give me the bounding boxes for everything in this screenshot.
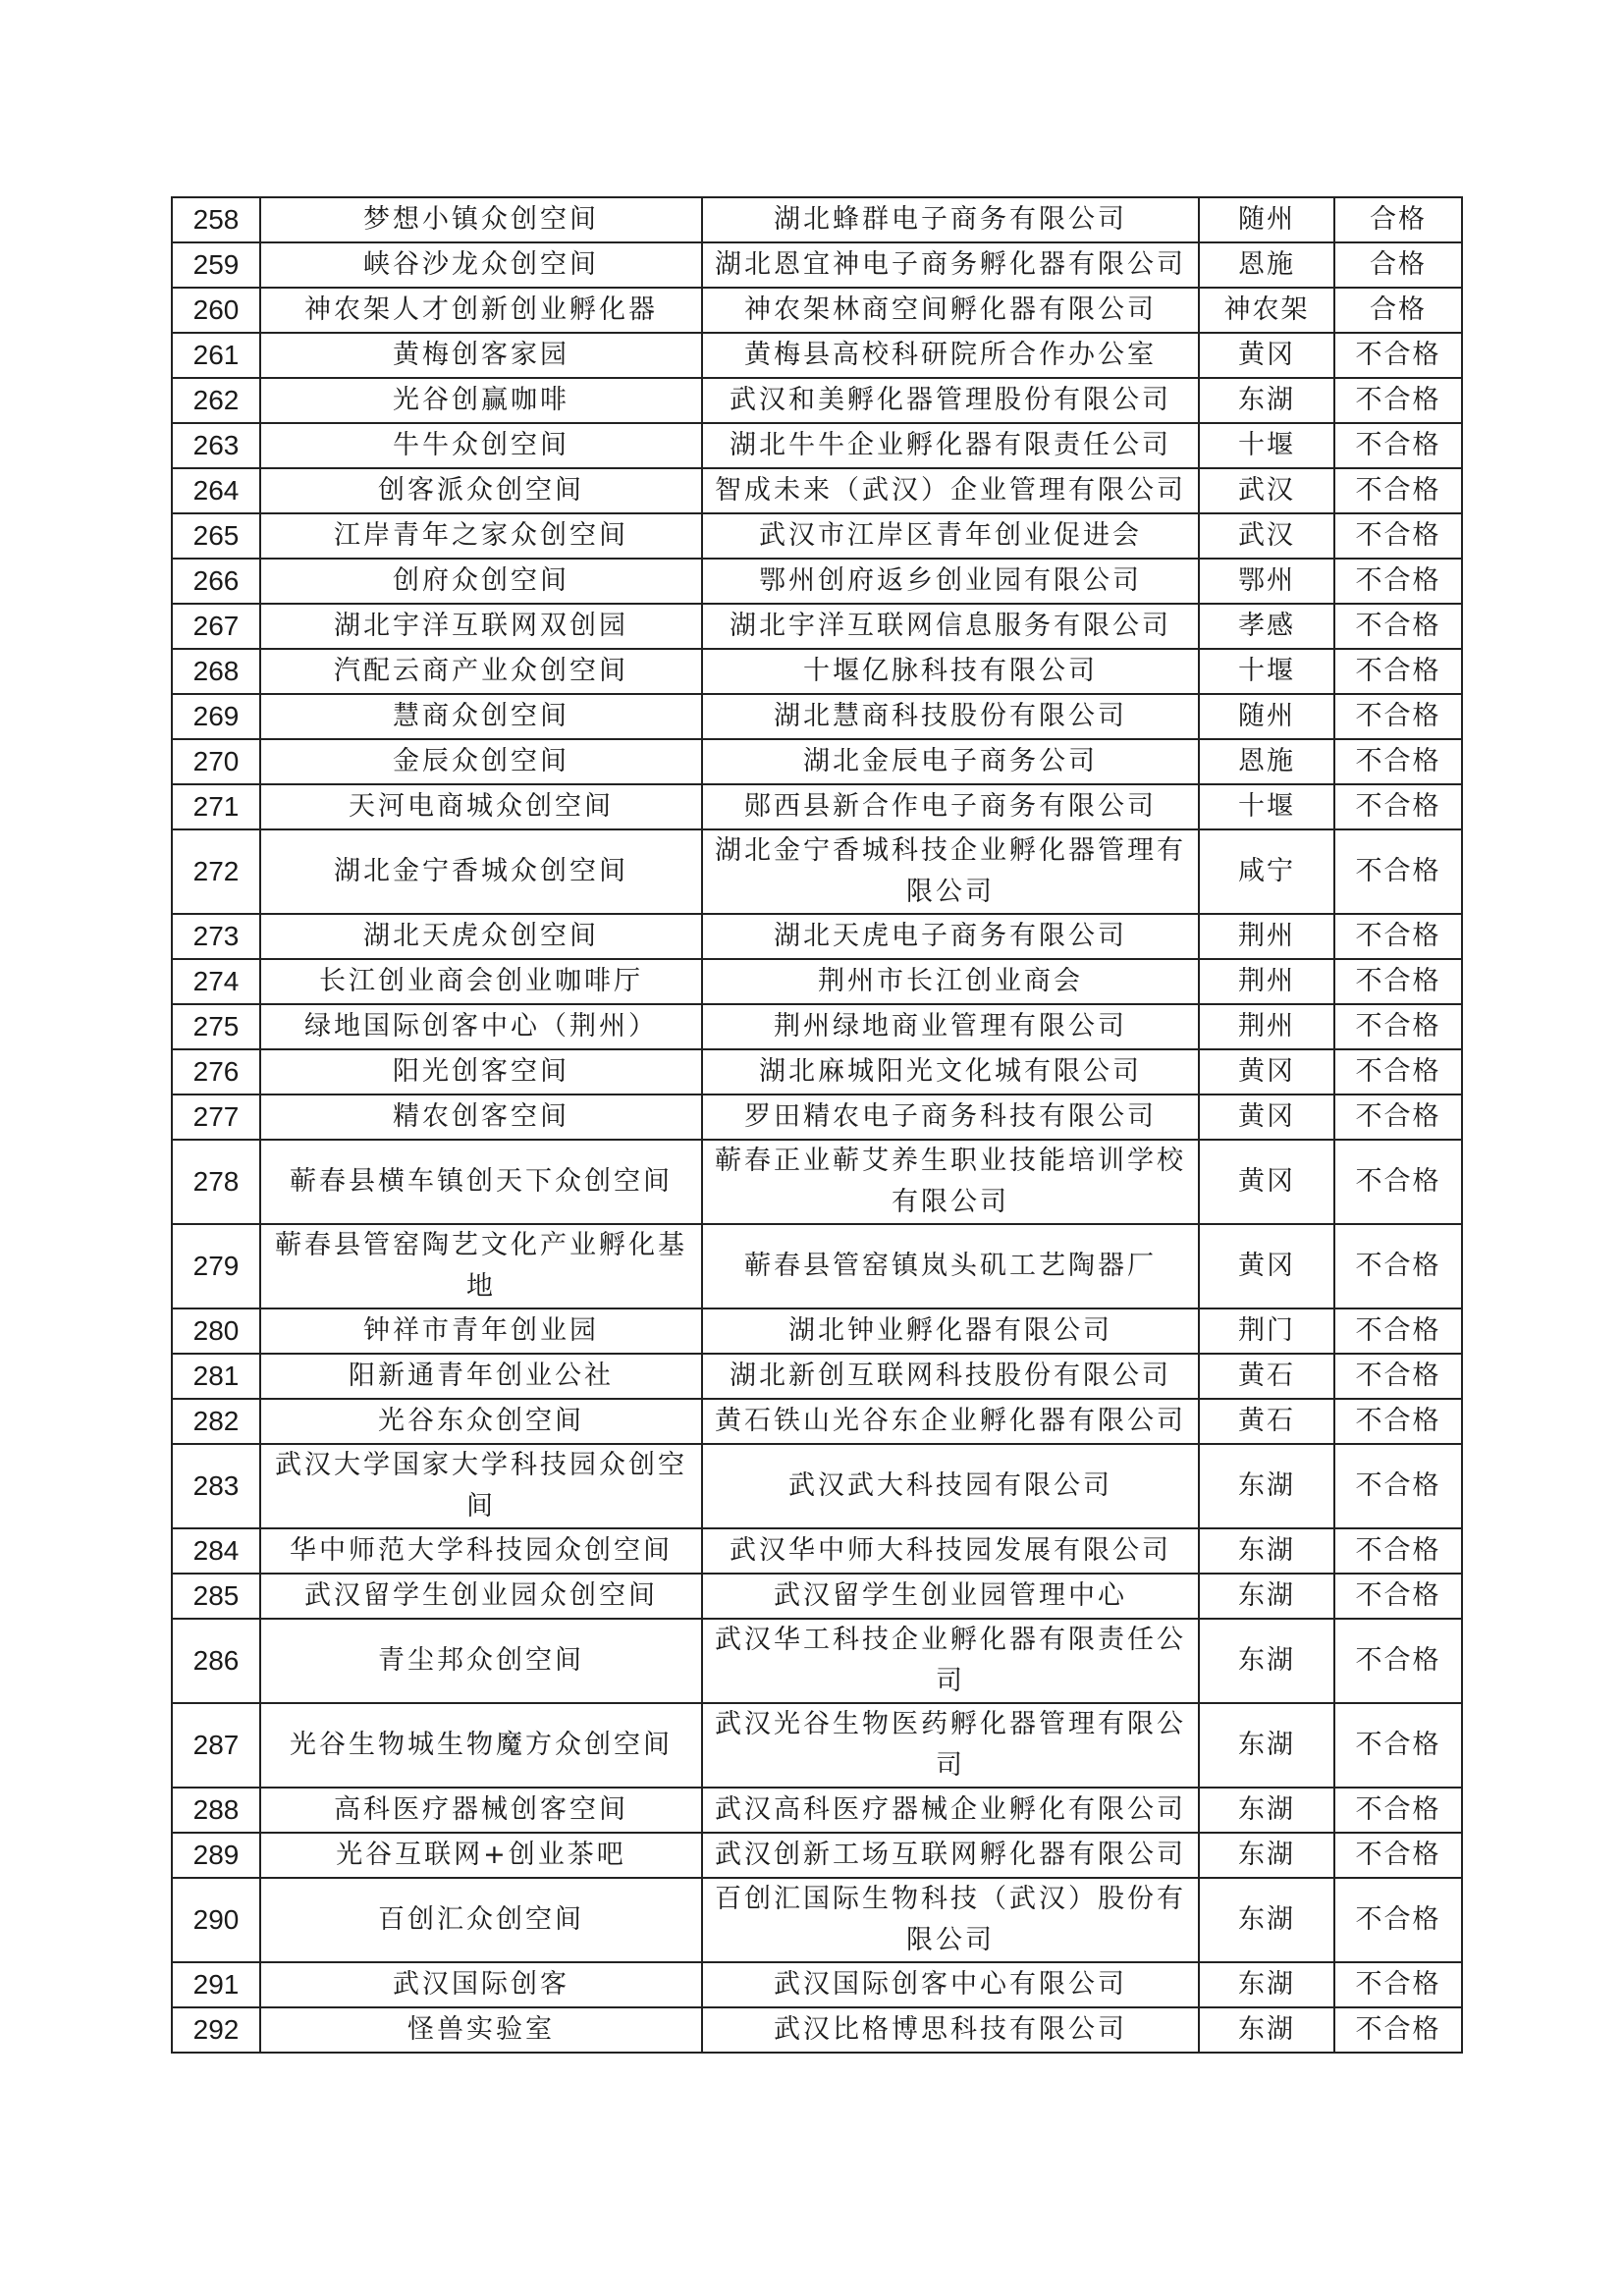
row-number-cell: 274 — [172, 959, 260, 1004]
table-row — [172, 1308, 1462, 1354]
space-name-cell: 钟祥市青年创业园 — [260, 1308, 702, 1354]
result-cell: 不合格 — [1334, 1962, 1462, 2007]
row-number-cell: 289 — [172, 1833, 260, 1878]
row-number-cell: 291 — [172, 1962, 260, 2007]
operator-cell: 武汉武大科技园有限公司 — [702, 1444, 1199, 1528]
result-cell: 不合格 — [1334, 1833, 1462, 1878]
result-cell: 不合格 — [1334, 1354, 1462, 1399]
table-row — [172, 513, 1462, 559]
region-cell: 随州 — [1199, 694, 1334, 739]
operator-cell: 武汉市江岸区青年创业促进会 — [702, 513, 1199, 559]
region-cell: 十堰 — [1199, 649, 1334, 694]
table-row — [172, 333, 1462, 378]
space-name-cell: 绿地国际创客中心（荆州） — [260, 1004, 702, 1049]
result-cell: 合格 — [1334, 242, 1462, 288]
operator-cell: 武汉比格博思科技有限公司 — [702, 2007, 1199, 2053]
table-row — [172, 1619, 1462, 1703]
table-row — [172, 1962, 1462, 2007]
space-name-cell-line-1: 武汉大学国家大学科技园众创空 — [275, 1450, 687, 1480]
row-number-cell: 287 — [172, 1703, 260, 1788]
region-cell: 黄冈 — [1199, 1140, 1334, 1224]
result-cell: 不合格 — [1334, 1224, 1462, 1308]
operator-cell: 黄石铁山光谷东企业孵化器有限公司 — [702, 1399, 1199, 1444]
operator-cell: 荆州市长江创业商会 — [702, 959, 1199, 1004]
table-row — [172, 1140, 1462, 1224]
row-number-cell: 278 — [172, 1140, 260, 1224]
row-number-cell: 269 — [172, 694, 260, 739]
region-cell: 东湖 — [1199, 1619, 1334, 1703]
region-cell: 黄石 — [1199, 1354, 1334, 1399]
operator-cell — [702, 1878, 1199, 1962]
table-row — [172, 649, 1462, 694]
space-name-cell: 光谷创赢咖啡 — [260, 378, 702, 423]
space-name-cell — [260, 1444, 702, 1528]
space-name-cell: 神农架人才创新创业孵化器 — [260, 288, 702, 333]
operator-cell-line-1: 湖北金宁香城科技企业孵化器管理有 — [715, 835, 1186, 866]
table-row — [172, 1049, 1462, 1095]
row-number-cell: 267 — [172, 604, 260, 649]
row-number-cell: 271 — [172, 784, 260, 829]
row-number-cell: 283 — [172, 1444, 260, 1528]
space-name-cell-line-2: 地 — [466, 1271, 496, 1302]
operator-cell-line-1: 武汉华工科技企业孵化器有限责任公 — [715, 1625, 1186, 1655]
space-name-cell — [260, 1224, 702, 1308]
operator-cell: 武汉国际创客中心有限公司 — [702, 1962, 1199, 2007]
region-cell: 黄冈 — [1199, 1049, 1334, 1095]
table-row — [172, 2007, 1462, 2053]
table-row — [172, 1399, 1462, 1444]
operator-cell — [702, 1703, 1199, 1788]
row-number-cell: 266 — [172, 559, 260, 604]
operator-cell — [702, 1619, 1199, 1703]
row-number-cell: 259 — [172, 242, 260, 288]
row-number-cell: 290 — [172, 1878, 260, 1962]
region-cell: 恩施 — [1199, 242, 1334, 288]
result-cell: 不合格 — [1334, 1574, 1462, 1619]
space-name-cell: 光谷生物城生物魔方众创空间 — [260, 1703, 702, 1788]
operator-cell: 湖北蜂群电子商务有限公司 — [702, 197, 1199, 242]
result-cell: 不合格 — [1334, 378, 1462, 423]
space-name-cell-line-1: 蕲春县管窑陶艺文化产业孵化基 — [275, 1230, 687, 1260]
row-number-cell: 268 — [172, 649, 260, 694]
table-row — [172, 423, 1462, 468]
result-cell: 不合格 — [1334, 1004, 1462, 1049]
operator-cell: 罗田精农电子商务科技有限公司 — [702, 1095, 1199, 1140]
result-cell: 合格 — [1334, 288, 1462, 333]
table-row — [172, 1574, 1462, 1619]
region-cell: 东湖 — [1199, 1878, 1334, 1962]
row-number-cell: 262 — [172, 378, 260, 423]
table-row — [172, 784, 1462, 829]
operator-cell — [702, 1140, 1199, 1224]
row-number-cell: 265 — [172, 513, 260, 559]
operator-cell-line-2: 司 — [936, 1666, 965, 1696]
space-name-cell: 峡谷沙龙众创空间 — [260, 242, 702, 288]
space-name-cell: 慧商众创空间 — [260, 694, 702, 739]
space-name-cell: 精农创客空间 — [260, 1095, 702, 1140]
space-name-cell-line-2: 间 — [466, 1491, 496, 1522]
operator-cell: 武汉和美孵化器管理股份有限公司 — [702, 378, 1199, 423]
table-row — [172, 468, 1462, 513]
row-number-cell: 261 — [172, 333, 260, 378]
table-row — [172, 1004, 1462, 1049]
table-row — [172, 559, 1462, 604]
row-number-cell: 273 — [172, 914, 260, 959]
operator-cell: 湖北新创互联网科技股份有限公司 — [702, 1354, 1199, 1399]
operator-cell: 智成未来（武汉）企业管理有限公司 — [702, 468, 1199, 513]
result-cell: 不合格 — [1334, 1528, 1462, 1574]
space-name-cell: 天河电商城众创空间 — [260, 784, 702, 829]
operator-cell: 鄂州创府返乡创业园有限公司 — [702, 559, 1199, 604]
space-name-cell: 高科医疗器械创客空间 — [260, 1788, 702, 1833]
space-name-cell: 黄梅创客家园 — [260, 333, 702, 378]
operator-cell-line-2: 限公司 — [906, 877, 995, 907]
table-row — [172, 197, 1462, 242]
space-name-cell: 怪兽实验室 — [260, 2007, 702, 2053]
region-cell: 东湖 — [1199, 1528, 1334, 1574]
row-number-cell: 270 — [172, 739, 260, 784]
result-cell: 不合格 — [1334, 1788, 1462, 1833]
space-name-cell: 长江创业商会创业咖啡厅 — [260, 959, 702, 1004]
result-cell: 不合格 — [1334, 513, 1462, 559]
region-cell: 东湖 — [1199, 1703, 1334, 1788]
result-cell: 不合格 — [1334, 694, 1462, 739]
operator-cell — [702, 829, 1199, 914]
row-number-cell: 286 — [172, 1619, 260, 1703]
row-number-cell: 284 — [172, 1528, 260, 1574]
region-cell: 东湖 — [1199, 1444, 1334, 1528]
row-number-cell: 281 — [172, 1354, 260, 1399]
result-cell: 不合格 — [1334, 784, 1462, 829]
result-cell: 不合格 — [1334, 559, 1462, 604]
operator-cell: 武汉留学生创业园管理中心 — [702, 1574, 1199, 1619]
table-row — [172, 739, 1462, 784]
region-cell: 东湖 — [1199, 1833, 1334, 1878]
space-name-cell: 创客派众创空间 — [260, 468, 702, 513]
row-number-cell: 285 — [172, 1574, 260, 1619]
region-cell: 东湖 — [1199, 1788, 1334, 1833]
operator-cell-line-1: 武汉光谷生物医药孵化器管理有限公 — [715, 1709, 1186, 1739]
table-row — [172, 694, 1462, 739]
result-cell: 合格 — [1334, 197, 1462, 242]
result-cell: 不合格 — [1334, 1308, 1462, 1354]
space-name-cell: 金辰众创空间 — [260, 739, 702, 784]
table-row — [172, 604, 1462, 649]
operator-cell: 神农架林商空间孵化器有限公司 — [702, 288, 1199, 333]
table-row — [172, 1878, 1462, 1962]
result-cell: 不合格 — [1334, 1703, 1462, 1788]
result-cell: 不合格 — [1334, 739, 1462, 784]
region-cell: 荆州 — [1199, 1004, 1334, 1049]
region-cell: 黄石 — [1199, 1399, 1334, 1444]
region-cell: 东湖 — [1199, 1962, 1334, 2007]
space-name-cell: 蕲春县横车镇创天下众创空间 — [260, 1140, 702, 1224]
space-name-cell: 武汉国际创客 — [260, 1962, 702, 2007]
region-cell: 十堰 — [1199, 784, 1334, 829]
row-number-cell: 263 — [172, 423, 260, 468]
table-row — [172, 242, 1462, 288]
region-cell: 黄冈 — [1199, 1095, 1334, 1140]
result-cell: 不合格 — [1334, 1095, 1462, 1140]
row-number-cell: 280 — [172, 1308, 260, 1354]
table-row — [172, 1833, 1462, 1878]
region-cell: 黄冈 — [1199, 1224, 1334, 1308]
space-name-cell: 江岸青年之家众创空间 — [260, 513, 702, 559]
region-cell: 神农架 — [1199, 288, 1334, 333]
space-name-cell: 百创汇众创空间 — [260, 1878, 702, 1962]
result-cell: 不合格 — [1334, 2007, 1462, 2053]
table-row — [172, 829, 1462, 914]
space-name-cell: 湖北宇洋互联网双创园 — [260, 604, 702, 649]
table-row — [172, 1528, 1462, 1574]
row-number-cell: 275 — [172, 1004, 260, 1049]
region-cell: 鄂州 — [1199, 559, 1334, 604]
result-cell: 不合格 — [1334, 1444, 1462, 1528]
operator-cell-line-1: 百创汇国际生物科技（武汉）股份有 — [715, 1884, 1186, 1914]
table-row — [172, 288, 1462, 333]
result-cell: 不合格 — [1334, 959, 1462, 1004]
space-name-cell: 光谷互联网+创业茶吧 — [260, 1833, 702, 1878]
space-name-cell: 汽配云商产业众创空间 — [260, 649, 702, 694]
table-row — [172, 1224, 1462, 1308]
operator-cell: 武汉创新工场互联网孵化器有限公司 — [702, 1833, 1199, 1878]
result-cell: 不合格 — [1334, 1878, 1462, 1962]
operator-cell: 武汉高科医疗器械企业孵化有限公司 — [702, 1788, 1199, 1833]
region-cell: 十堰 — [1199, 423, 1334, 468]
space-name-cell: 武汉留学生创业园众创空间 — [260, 1574, 702, 1619]
region-cell: 东湖 — [1199, 378, 1334, 423]
operator-cell: 郧西县新合作电子商务有限公司 — [702, 784, 1199, 829]
result-cell: 不合格 — [1334, 1399, 1462, 1444]
table-row — [172, 1095, 1462, 1140]
table-row — [172, 1444, 1462, 1528]
operator-cell: 荆州绿地商业管理有限公司 — [702, 1004, 1199, 1049]
region-cell: 黄冈 — [1199, 333, 1334, 378]
result-cell: 不合格 — [1334, 914, 1462, 959]
space-name-cell: 湖北金宁香城众创空间 — [260, 829, 702, 914]
row-number-cell: 282 — [172, 1399, 260, 1444]
result-cell: 不合格 — [1334, 1619, 1462, 1703]
results-table — [171, 196, 1463, 2054]
table-row — [172, 959, 1462, 1004]
row-number-cell: 292 — [172, 2007, 260, 2053]
operator-cell: 湖北麻城阳光文化城有限公司 — [702, 1049, 1199, 1095]
operator-cell: 湖北牛牛企业孵化器有限责任公司 — [702, 423, 1199, 468]
space-name-cell: 阳光创客空间 — [260, 1049, 702, 1095]
row-number-cell: 258 — [172, 197, 260, 242]
row-number-cell: 288 — [172, 1788, 260, 1833]
table-row — [172, 378, 1462, 423]
row-number-cell: 272 — [172, 829, 260, 914]
operator-cell: 湖北恩宜神电子商务孵化器有限公司 — [702, 242, 1199, 288]
operator-cell: 蕲春县管窑镇岚头矶工艺陶器厂 — [702, 1224, 1199, 1308]
region-cell: 武汉 — [1199, 468, 1334, 513]
operator-cell-line-2: 有限公司 — [892, 1187, 1009, 1217]
operator-cell-line-1: 蕲春正业蕲艾养生职业技能培训学校 — [715, 1146, 1186, 1176]
result-cell: 不合格 — [1334, 829, 1462, 914]
row-number-cell: 277 — [172, 1095, 260, 1140]
operator-cell: 湖北金辰电子商务公司 — [702, 739, 1199, 784]
table-row — [172, 1354, 1462, 1399]
table-row — [172, 1788, 1462, 1833]
operator-cell: 黄梅县高校科研院所合作办公室 — [702, 333, 1199, 378]
region-cell: 东湖 — [1199, 1574, 1334, 1619]
result-cell: 不合格 — [1334, 649, 1462, 694]
result-cell: 不合格 — [1334, 468, 1462, 513]
region-cell: 咸宁 — [1199, 829, 1334, 914]
region-cell: 荆州 — [1199, 914, 1334, 959]
region-cell: 荆州 — [1199, 959, 1334, 1004]
space-name-cell: 湖北天虎众创空间 — [260, 914, 702, 959]
region-cell: 东湖 — [1199, 2007, 1334, 2053]
space-name-cell: 创府众创空间 — [260, 559, 702, 604]
result-cell: 不合格 — [1334, 333, 1462, 378]
space-name-cell: 华中师范大学科技园众创空间 — [260, 1528, 702, 1574]
result-cell: 不合格 — [1334, 1049, 1462, 1095]
operator-cell: 武汉华中师大科技园发展有限公司 — [702, 1528, 1199, 1574]
table-body — [172, 197, 1462, 2053]
region-cell: 武汉 — [1199, 513, 1334, 559]
operator-cell-line-2: 司 — [936, 1750, 965, 1781]
row-number-cell: 260 — [172, 288, 260, 333]
row-number-cell: 279 — [172, 1224, 260, 1308]
space-name-cell: 青尘邦众创空间 — [260, 1619, 702, 1703]
table-row — [172, 914, 1462, 959]
operator-cell: 湖北钟业孵化器有限公司 — [702, 1308, 1199, 1354]
space-name-cell: 牛牛众创空间 — [260, 423, 702, 468]
operator-cell: 湖北天虎电子商务有限公司 — [702, 914, 1199, 959]
space-name-cell: 阳新通青年创业公社 — [260, 1354, 702, 1399]
space-name-cell: 梦想小镇众创空间 — [260, 197, 702, 242]
result-cell: 不合格 — [1334, 1140, 1462, 1224]
region-cell: 荆门 — [1199, 1308, 1334, 1354]
result-cell: 不合格 — [1334, 604, 1462, 649]
row-number-cell: 276 — [172, 1049, 260, 1095]
region-cell: 孝感 — [1199, 604, 1334, 649]
operator-cell: 十堰亿脉科技有限公司 — [702, 649, 1199, 694]
operator-cell: 湖北慧商科技股份有限公司 — [702, 694, 1199, 739]
space-name-cell: 光谷东众创空间 — [260, 1399, 702, 1444]
operator-cell-line-2: 限公司 — [906, 1925, 995, 1955]
operator-cell: 湖北宇洋互联网信息服务有限公司 — [702, 604, 1199, 649]
row-number-cell: 264 — [172, 468, 260, 513]
region-cell: 恩施 — [1199, 739, 1334, 784]
result-cell: 不合格 — [1334, 423, 1462, 468]
table-row — [172, 1703, 1462, 1788]
region-cell: 随州 — [1199, 197, 1334, 242]
